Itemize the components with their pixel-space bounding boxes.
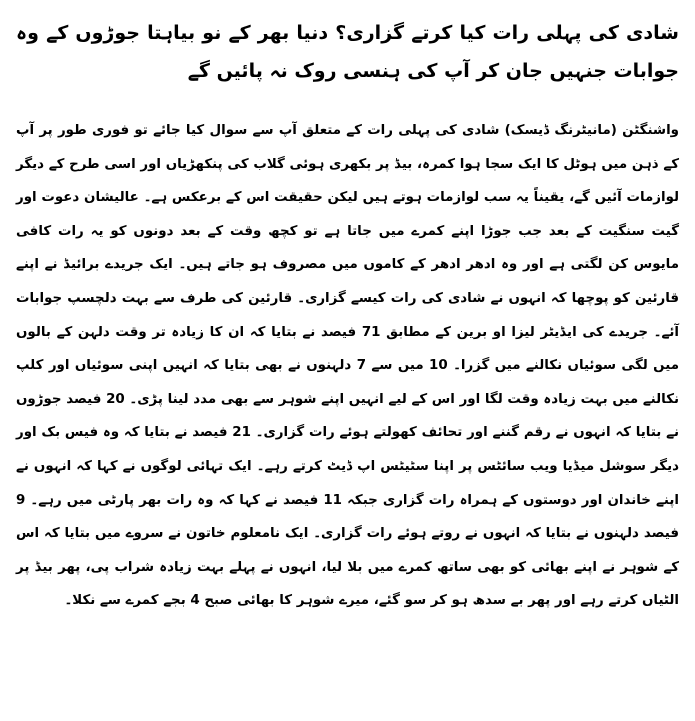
article-body: واشنگٹن (مانیٹرنگ ڈیسک) شادی کی پہلی رات کے متعلق آپ سے سوال کیا جائے تو فوری طور پر آپ کے ذہن میں ہوٹل کا ایک سجا ہوا کمرہ، بیڈ پر بکھری ہوئی گلاب کی پنکھڑیاں اور اسی طرح کے دیگر لوازمات آئیں گے، یقیناً یہ سب لوازمات ہوتے ہیں لیکن حقیقت اس کے برعکس ہے۔ عالیشان دعوت اور گیت سنگیت کے بعد جب جوڑا اپنے کمرے میں جاتا ہے تو کچھ وقت کے بعد دونوں کو یہ رات کافی مایوس کن لگتی ہے اور وہ ادھر ادھر کے کاموں میں مصروف ہو جاتے ہیں۔ ایک جریدے برائیڈ نے اپنے قارئین کو پوچھا کہ انہوں نے شادی کی رات کیسے گزاری۔ قارئین کی طرف سے بہت دلچسپ جوابات آئے۔ جریدے کی ایڈیٹر لیزا او برین کے مطابق 71 فیصد نے بتایا کہ ان کا زیادہ تر وقت دلہن کے بالوں میں لگی سوئیاں نکالنے میں گزرا۔ 10 میں سے 7 دلہنوں نے بھی بتایا کہ انہیں اپنی سوئیاں اور کلپ نکالنے میں بہت زیادہ وقت لگا اور اس کے لیے انہیں اپنے شوہر سے بھی مدد لینا پڑی۔ 20 فیصد جوڑوں نے بتایا کہ انہوں نے رقم گننے اور تحائف کھولتے ہوئے رات گزاری۔ 21 فیصد نے بتایا کہ وہ فیس بک اور دیگر سوشل میڈیا ویب سائٹس پر اپنا سٹیٹس اپ ڈیٹ کرتے رہے۔ ایک تہائی لوگوں نے کہا کہ انہوں نے اپنے خاندان اور دوستوں کے ہمراہ رات گزاری جبکہ 11 فیصد نے کہا کہ وہ رات بھر پارٹی میں رہے۔ 9 فیصد دلہنوں نے بتایا کہ انہوں نے روتے ہوئے رات گزاری۔ ایک نامعلوم خاتون نے سروے میں بتایا کہ اس کے شوہر نے اپنے بھائی کو بھی ساتھ کمرے میں بلا لیا، انہوں نے پہلے بہت زیادہ شراب پی، پھر بیڈ پر الٹیاں کرتے رہے اور پھر بے سدھ ہو کر سو گئے، میرے شوہر کا بھائی صبح 4 بجے کمرے سے نکلا۔: [16, 123, 680, 609]
article-headline: شادی کی پہلی رات کیا کرتے گزاری؟ دنیا بھر کے نو بیاہتا جوڑوں کے وہ جوابات جنہیں جان کر آپ کی ہنسی روک نہ پائیں گے: [16, 22, 679, 82]
